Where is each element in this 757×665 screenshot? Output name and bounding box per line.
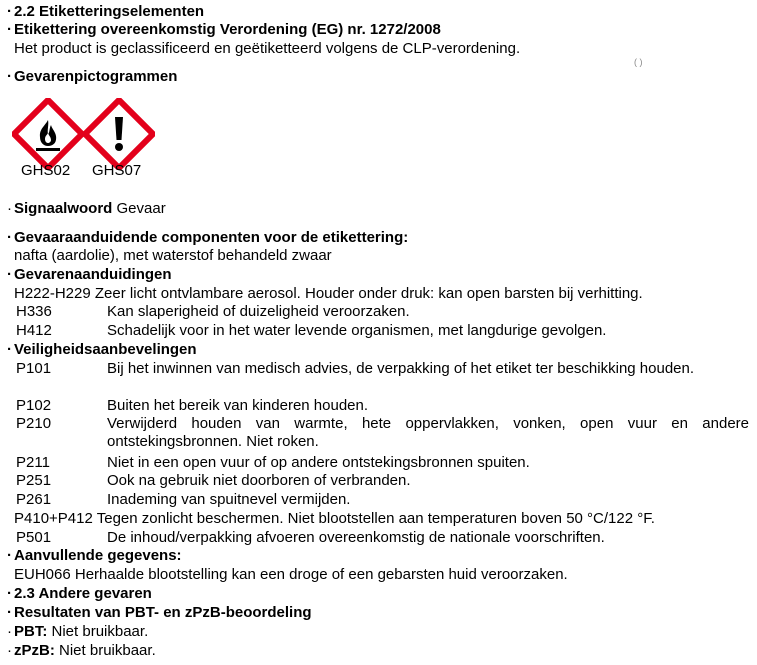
hazard-text: Schadelijk voor in het water levende organismen, met langdurige gevolgen. (107, 322, 607, 339)
zpzb-result: · zPzB: Niet bruikbaar. (7, 642, 156, 659)
precaution-text: Niet in een open vuur of op andere ontstekingsbronnen spuiten. (107, 454, 530, 471)
precaution-text: Buiten het bereik van kinderen houden. (107, 397, 369, 414)
precaution-heading: · Veiligheidsaanbevelingen (7, 341, 197, 358)
precaution-code: P101 (16, 360, 52, 377)
precaution-text: De inhoud/verpakking afvoeren overeenkomstig de nationale voorschriften. (107, 529, 605, 546)
section-heading-2-3: · 2.3 Andere gevaren (7, 585, 152, 602)
section-heading-2-2: · 2.2 Etiketteringselementen (7, 3, 205, 20)
pbt-result: · PBT: Niet bruikbaar. (7, 623, 149, 640)
signal-word: · Signaalwoord Gevaar (7, 200, 166, 217)
precaution-code: P102 (16, 397, 52, 414)
precaution-code: P211 (16, 454, 50, 471)
pictogram-code-ghs02: GHS02 (21, 162, 71, 179)
hazard-heading: · Gevarenaanduidingen (7, 266, 172, 283)
regulation-heading: · Etikettering overeenkomstig Verordening (EG) nr. 1272/2008 (7, 21, 441, 38)
signal-word-value: Gevaar (116, 200, 166, 217)
precaution-code: P210 (16, 415, 52, 432)
hazard-text: Kan slaperigheid of duizeligheid veroorzaken. (107, 303, 410, 320)
pbt-heading: · Resultaten van PBT- en zPzB-beoordeling (7, 604, 312, 621)
components-text: nafta (aardolie), met waterstof behandeld zwaar (14, 247, 332, 264)
flame-icon (12, 98, 84, 170)
precaution-text: Verwijderd houden van warmte, hete oppervlakken, vonken, open vuur en andere ontstekingsbronnen. Niet roken. (107, 415, 749, 450)
additional-text: EUH066 Herhaalde blootstelling kan een droge of een gebarsten huid veroorzaken. (14, 566, 568, 583)
pictogram-code-ghs07: GHS07 (92, 162, 142, 179)
pictograms-heading: · Gevarenpictogrammen (7, 68, 178, 85)
precaution-text: Inademing van spuitnevel vermijden. (107, 491, 351, 508)
precaution-text: Ook na gebruik niet doorboren of verbranden. (107, 472, 411, 489)
precaution-code: P501 (16, 529, 52, 546)
precaution-code: P261 (16, 491, 52, 508)
regulation-text: Het product is geclassificeerd en geëtiketteerd volgens de CLP-verordening. (14, 40, 521, 57)
hazard-code: H412 (16, 322, 52, 339)
precaution-text: Bij het inwinnen van medisch advies, de verpakking of het etiket ter beschikking houden. (107, 360, 695, 377)
precaution-code: P251 (16, 472, 52, 489)
additional-heading: · Aanvullende gegevens: (7, 547, 182, 564)
precaution-statement: P410+P412 Tegen zonlicht beschermen. Niet blootstellen aan temperaturen boven 50 °C/122 °F. (14, 510, 655, 527)
components-heading: · Gevaaraanduidende componenten voor de etikettering: (7, 229, 409, 246)
clipped-text-fragment: ( ) (634, 57, 643, 67)
exclamation-mark-icon (83, 98, 155, 170)
hazard-code: H336 (16, 303, 52, 320)
hazard-statement: H222-H229 Zeer licht ontvlambare aerosol. Houder onder druk: kan open barsten bij verhitting. (14, 285, 643, 302)
